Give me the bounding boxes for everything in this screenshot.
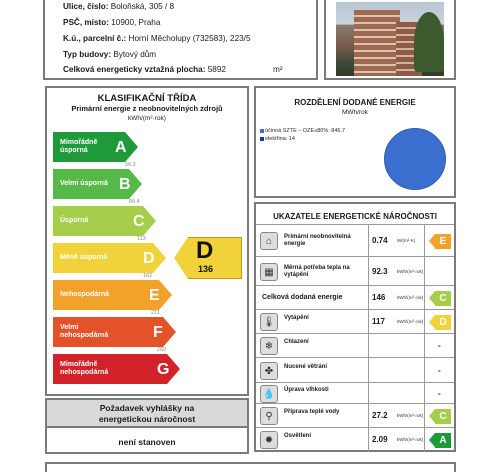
indicator-value: - — [438, 366, 441, 375]
class-label: Úsporná — [60, 217, 89, 225]
snowflake-icon: ❄ — [260, 337, 278, 355]
indicator-row — [256, 256, 454, 285]
bottom-panel — [45, 462, 456, 472]
class-badge-letter: A — [435, 433, 451, 448]
class-badge — [429, 433, 451, 448]
class-label: Velmi nehospodárná — [60, 324, 109, 339]
class-letter: B — [119, 176, 131, 193]
class-letter: F — [153, 324, 163, 341]
droplet-icon: 💧 — [260, 385, 278, 403]
info-row-area: Celková energeticky vztažná plocha: 5892 m² — [63, 65, 283, 74]
indicator-row — [256, 224, 454, 256]
legend-item: elektřina: 14 — [260, 136, 295, 142]
class-threshold: 211 — [151, 310, 160, 316]
legend-item: účinná SZTE – OZE≤80%: 846.7 — [260, 128, 345, 134]
indicator-unit: kWh/(m²·rok) — [397, 437, 424, 442]
indicator-value: - — [438, 389, 441, 398]
class-badge-letter: E — [435, 234, 451, 249]
indicator-value: 92.3 — [372, 267, 388, 276]
class-threshold: 56.3 — [125, 162, 136, 168]
class-badge — [429, 315, 451, 330]
class-badge-letter: D — [435, 315, 451, 330]
info-row-building-type: Typ budovy: Bytový dům — [63, 50, 157, 59]
indicator-row — [256, 427, 454, 451]
indicator-unit: kWh/(m²·rok) — [397, 319, 424, 324]
indicator-unit: kWh/(m²·rok) — [397, 295, 424, 300]
indicator-label: Měrná potřeba tepla na vytápění — [284, 265, 350, 278]
classification-unit: kWh/(m²·rok) — [128, 115, 166, 122]
indicator-row — [256, 309, 454, 333]
indicator-value: 2.09 — [372, 435, 388, 444]
class-letter: A — [115, 139, 127, 156]
indicator-value: 146 — [372, 293, 386, 302]
class-badge — [429, 291, 451, 306]
distribution-panel — [254, 86, 456, 198]
fan-icon: ✤ — [260, 362, 278, 380]
rating-marker — [174, 237, 242, 279]
building-photo-panel — [324, 0, 456, 80]
indicator-label: Chlazení — [284, 339, 309, 345]
indicator-label: Příprava teplé vody — [284, 409, 340, 415]
class-label: Nehospodárná — [60, 291, 110, 299]
class-label: Velmi úsporná — [60, 180, 108, 188]
indicator-value: 27.2 — [372, 411, 388, 420]
class-letter: G — [157, 361, 170, 378]
class-badge-letter: C — [435, 409, 451, 424]
building-info-panel — [43, 0, 318, 80]
indicator-label: Vytápění — [284, 315, 309, 321]
indicator-row — [256, 357, 454, 382]
classification-subtitle: Primární energie z neobnovitelných zdrojů — [71, 104, 223, 113]
indicator-row — [256, 403, 454, 427]
rating-letter: D — [196, 237, 214, 264]
class-label: Méně úsporná — [60, 254, 108, 262]
faucet-icon: ⚲ — [260, 407, 278, 425]
class-threshold: 162 — [143, 273, 153, 279]
indicator-value: - — [438, 341, 441, 350]
indicator-value: 117 — [372, 317, 385, 326]
info-row-parcel: K.ú., parcelní č.: Horní Měcholupy (732583), 223/5 — [63, 34, 251, 43]
indicator-unit: kWh/(m²·rok) — [397, 269, 424, 274]
info-row-street: Ulice, číslo: Boloňská, 305 / 8 — [63, 2, 175, 11]
info-row-postal: PSČ, místo: 10900, Praha — [63, 18, 161, 27]
requirement-title: Požadavek vyhlášky na energetickou náročnost — [98, 403, 196, 425]
indicator-row — [256, 285, 454, 309]
class-threshold: 84.4 — [129, 199, 140, 205]
class-letter: D — [143, 250, 155, 267]
thermometer-icon: 🌡 — [260, 313, 278, 331]
lightbulb-icon: ✹ — [260, 431, 278, 449]
class-letter: C — [133, 213, 145, 230]
class-letter: E — [149, 287, 160, 304]
indicator-label: Celková dodaná energie — [262, 294, 343, 301]
distribution-unit: MWh/rok — [342, 109, 368, 116]
envelope-icon: ⌂ — [260, 232, 278, 250]
rating-value: 136 — [198, 264, 214, 274]
requirement-value-box — [45, 428, 249, 454]
indicator-row — [256, 333, 454, 357]
building-photo — [336, 2, 444, 76]
class-threshold: 113 — [137, 236, 146, 242]
class-badge — [429, 409, 451, 424]
indicator-label: Osvětlení — [284, 433, 312, 439]
indicator-row — [256, 382, 454, 403]
indicator-label: Primární neobnovitelná energie — [284, 234, 351, 247]
indicator-value: 0.74 — [372, 236, 388, 245]
class-label: Mimořádně nehospodárná — [60, 361, 109, 376]
indicator-label: Úprava vlhkosti — [284, 387, 329, 393]
indicator-label: Nucené větrání — [284, 364, 328, 370]
requirement-value: není stanoven — [118, 437, 176, 447]
indicators-panel — [254, 202, 456, 452]
requirement-panel — [45, 398, 249, 428]
class-threshold: 260 — [157, 347, 167, 353]
indicator-unit: W/(m²·K) — [397, 238, 416, 243]
class-badge-letter: C — [435, 291, 451, 306]
class-badge — [429, 234, 451, 249]
indicator-unit: kWh/(m²·rok) — [397, 413, 424, 418]
class-label: Mimořádně úsporná — [60, 139, 98, 154]
classification-title: KLASIFIKAČNÍ TŘÍDA — [97, 93, 197, 104]
distribution-title: ROZDĚLENÍ DODANÉ ENERGIE — [294, 98, 416, 107]
indicators-title: UKAZATELE ENERGETICKÉ NÁROČNOSTI — [273, 212, 437, 221]
heat-demand-icon: ▦ — [260, 263, 278, 281]
distribution-pie-chart — [384, 128, 446, 190]
